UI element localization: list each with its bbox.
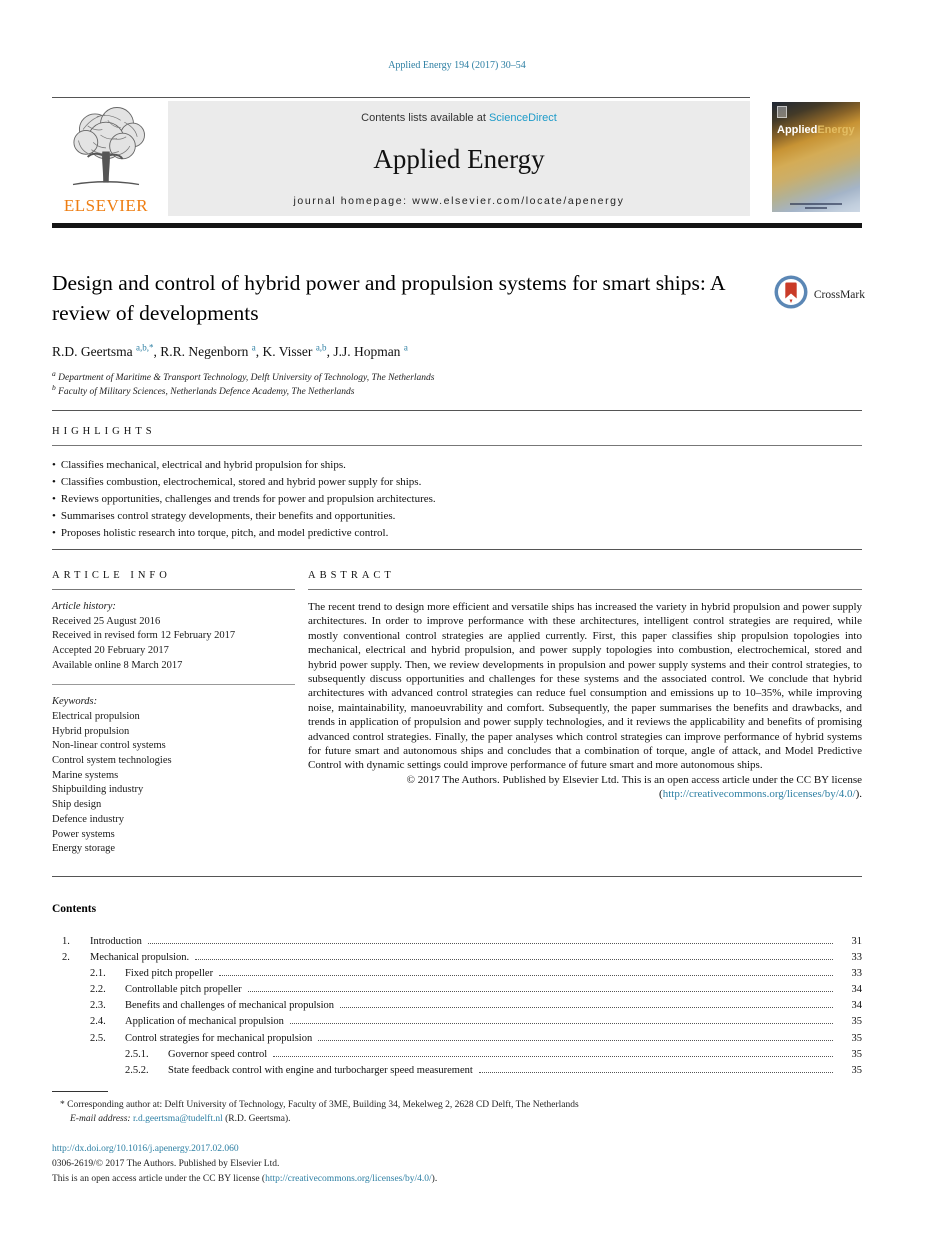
article-footer xyxy=(52,1142,862,1186)
toc-leader-dots xyxy=(248,991,833,992)
license-link[interactable]: http://creativecommons.org/licenses/by/4.0/ xyxy=(265,1173,432,1184)
toc-entry[interactable]: 2.5.2. State feedback control with engine and turbocharger speed measurement 35 xyxy=(125,1064,862,1076)
section-rule xyxy=(52,410,862,411)
contents-availability-line xyxy=(361,112,557,124)
author-affil-sup: a xyxy=(251,342,256,353)
cover-bottom-text-2 xyxy=(805,207,827,209)
toc-entry[interactable]: 2.1. Fixed pitch propeller 33 xyxy=(90,968,862,980)
header-top-rule xyxy=(52,97,750,98)
abstract-column xyxy=(308,570,862,857)
journal-citation-link[interactable]: Applied Energy 194 (2017) 30–54 xyxy=(388,60,526,71)
journal-homepage-link[interactable]: journal homepage: www.elsevier.com/locate/apenergy xyxy=(293,195,625,207)
keyword: Ship design xyxy=(52,799,102,811)
contents-heading: Contents xyxy=(52,902,97,915)
elsevier-tree-icon xyxy=(60,102,152,195)
cover-bottom-text xyxy=(790,203,842,205)
toc-leader-dots xyxy=(148,943,833,944)
section-rule xyxy=(52,549,862,550)
toc-entry[interactable]: 1. Introduction 31 xyxy=(62,936,862,948)
history-line: Accepted 20 February 2017 xyxy=(52,644,169,656)
journal-banner-box xyxy=(168,101,750,216)
keyword: Energy storage xyxy=(52,843,116,855)
highlight-item: • Reviews opportunities, challenges and trends for power and propulsion architectures. xyxy=(52,491,862,508)
keyword: Non-linear control systems xyxy=(52,740,166,752)
toc-entry[interactable]: 2.5.1. Governor speed control 35 xyxy=(125,1048,862,1060)
crossmark-label: CrossMark xyxy=(813,288,865,301)
license-line: This is an open access article under the CC BY license (http://creativecommons.org/licenses/by/4.0/). xyxy=(52,1173,438,1184)
history-line: Available online 8 March 2017 xyxy=(52,659,183,671)
toc-entry[interactable]: 2.5. Control strategies for mechanical propulsion 35 xyxy=(90,1032,862,1044)
highlight-item: • Classifies combustion, electrochemical, stored and hybrid power supply for ships. xyxy=(52,474,862,491)
highlight-item: • Summarises control strategy developments, their benefits and opportunities. xyxy=(52,508,862,525)
keyword: Hybrid propulsion xyxy=(52,725,130,737)
affiliations xyxy=(52,371,862,400)
crossmark-icon xyxy=(773,274,809,315)
toc-leader-dots xyxy=(479,1072,833,1073)
toc-leader-dots xyxy=(290,1023,833,1024)
section-rule xyxy=(52,876,862,877)
header-divider-bar xyxy=(52,223,862,228)
keyword: Control system technologies xyxy=(52,755,172,767)
highlights-heading: HIGHLIGHTS xyxy=(52,425,156,437)
abstract-heading: ABSTRACT xyxy=(308,569,395,581)
issn-copyright-line: 0306-2619/© 2017 The Authors. Published by Elsevier Ltd. xyxy=(52,1158,280,1169)
toc-leader-dots xyxy=(219,975,833,976)
abstract-copyright: © 2017 The Authors. Published by Elsevier Ltd. This is an open access article under the CC BY license (http://creativecommons.org/licenses/by/4.0/). xyxy=(406,773,862,801)
history-line: Received in revised form 12 February 2017 xyxy=(52,630,236,642)
keyword: Power systems xyxy=(52,828,115,840)
journal-cover-thumbnail[interactable] xyxy=(772,102,860,212)
history-line: Received 25 August 2016 xyxy=(52,615,161,627)
article-info-rule xyxy=(52,589,295,590)
elsevier-wordmark: ELSEVIER xyxy=(63,196,149,215)
highlights-list xyxy=(52,457,862,542)
keyword: Electrical propulsion xyxy=(52,711,140,723)
highlight-item: • Proposes holistic research into torque, pitch, and model predictive control. xyxy=(52,525,862,542)
email-label: E-mail address: xyxy=(70,1114,131,1125)
article-title: Design and control of hybrid power and propulsion systems for smart ships: A review of developments xyxy=(52,271,725,326)
affiliation-line: $^a$ Department of Maritime & Transport Technology, Delft University of Technology, The Netherlands xyxy=(52,369,435,384)
author-name: , J.J. Hopman xyxy=(326,344,404,360)
cc-by-license-link[interactable]: http://creativecommons.org/licenses/by/4.0/ xyxy=(662,788,856,801)
email-link[interactable]: r.d.geertsma@tudelft.nl xyxy=(130,1114,226,1125)
cover-publisher-icon xyxy=(777,106,787,118)
author-name: , R.R. Negenborn xyxy=(153,344,252,360)
doi-link[interactable]: http://dx.doi.org/10.1016/j.apenergy.2017.02.060 xyxy=(52,1144,239,1155)
toc-entry[interactable]: 2. Mechanical propulsion. 33 xyxy=(62,952,862,964)
author-line xyxy=(52,344,862,360)
toc-leader-dots xyxy=(273,1056,833,1057)
toc-leader-dots xyxy=(318,1040,833,1041)
cover-journal-title: AppliedEnergy xyxy=(777,124,855,136)
article-history-label: Article history: xyxy=(52,600,116,612)
abstract-text: The recent trend to design more efficient and versatile ships has increased the variety in hybrid propulsion and power supply architectures. In order to improve performance with these architectures, intelligent control strategies are required, while mostly conventional control strategies are applied currently. First, this paper classifies ship propulsion topologies into mechanical, electrical and hybrid propulsion, and power supply topologies into combustion, electrochemical, stored and hybrid power supply. Then, we review developments in propulsion and power supply systems and their control strategies, to subsequently discuss opportunities and challenges for these systems and the associated control. We conclude that hybrid architectures with advanced control strategies can reduce fuel consumption and emissions up to 10–35%, while improving noise, maintainability, manoeuvrability and comfort. Subsequently, the paper summarises the benefits and drawbacks, and trends in application of propulsion and power supply technologies, and it reviews the applicability and benefits of promising advanced control strategies. Finally, the paper analyses which control strategies can improve performance of hybrid systems for future smart and autonomous ships and concludes that a combination of torque, angle of attack, and Model Predictive Control with dynamic settings could improve performance of future smart and more autonomous ships. xyxy=(308,600,862,772)
author-name: , K. Visser xyxy=(255,344,316,360)
journal-header-banner xyxy=(52,101,862,216)
keyword: Defence industry xyxy=(52,813,125,825)
affiliation-line: $^b$ Faculty of Military Sciences, Netherlands Defence Academy, The Netherlands xyxy=(52,383,355,398)
author-affil-sup: a,b xyxy=(315,342,327,353)
author-affil-sup: a,b,* xyxy=(135,342,154,353)
highlights-rule xyxy=(52,445,862,446)
keyword: Marine systems xyxy=(52,769,119,781)
table-of-contents xyxy=(52,931,862,1076)
contents-availability-text: Contents lists available at xyxy=(361,112,489,124)
elsevier-logo xyxy=(52,101,160,216)
toc-leader-dots xyxy=(340,1007,833,1008)
toc-leader-dots xyxy=(195,959,833,960)
footnote-marker: * xyxy=(60,1099,65,1110)
journal-name: Applied Energy xyxy=(373,144,545,174)
keywords-label: Keywords: xyxy=(52,696,98,708)
article-info-column xyxy=(52,570,295,857)
keyword: Shipbuilding industry xyxy=(52,784,144,796)
highlight-item: • Classifies mechanical, electrical and hybrid propulsion for ships. xyxy=(52,457,862,474)
corresponding-author-footnote: * Corresponding author at: Delft University of Technology, Faculty of 3ME, Building 34, Mekelweg 2, 2628 CD Delft, The Netherlands E-mail address: r.d.geertsma@tudelft.nl (R.D. Geertsma). xyxy=(60,1099,579,1125)
author-name: R.D. Geertsma xyxy=(52,344,136,360)
crossmark-badge[interactable] xyxy=(773,274,865,315)
author-affil-sup: a xyxy=(403,342,408,353)
toc-entry[interactable]: 2.2. Controllable pitch propeller 34 xyxy=(90,984,862,996)
abstract-rule xyxy=(308,589,862,590)
toc-entry[interactable]: 2.3. Benefits and challenges of mechanical propulsion 34 xyxy=(90,1000,862,1012)
sciencedirect-link[interactable]: ScienceDirect xyxy=(488,112,557,124)
article-info-heading: ARTICLE INFO xyxy=(52,569,171,581)
footnote-rule xyxy=(52,1091,108,1092)
toc-entry[interactable]: 2.4. Application of mechanical propulsion 35 xyxy=(90,1016,862,1028)
